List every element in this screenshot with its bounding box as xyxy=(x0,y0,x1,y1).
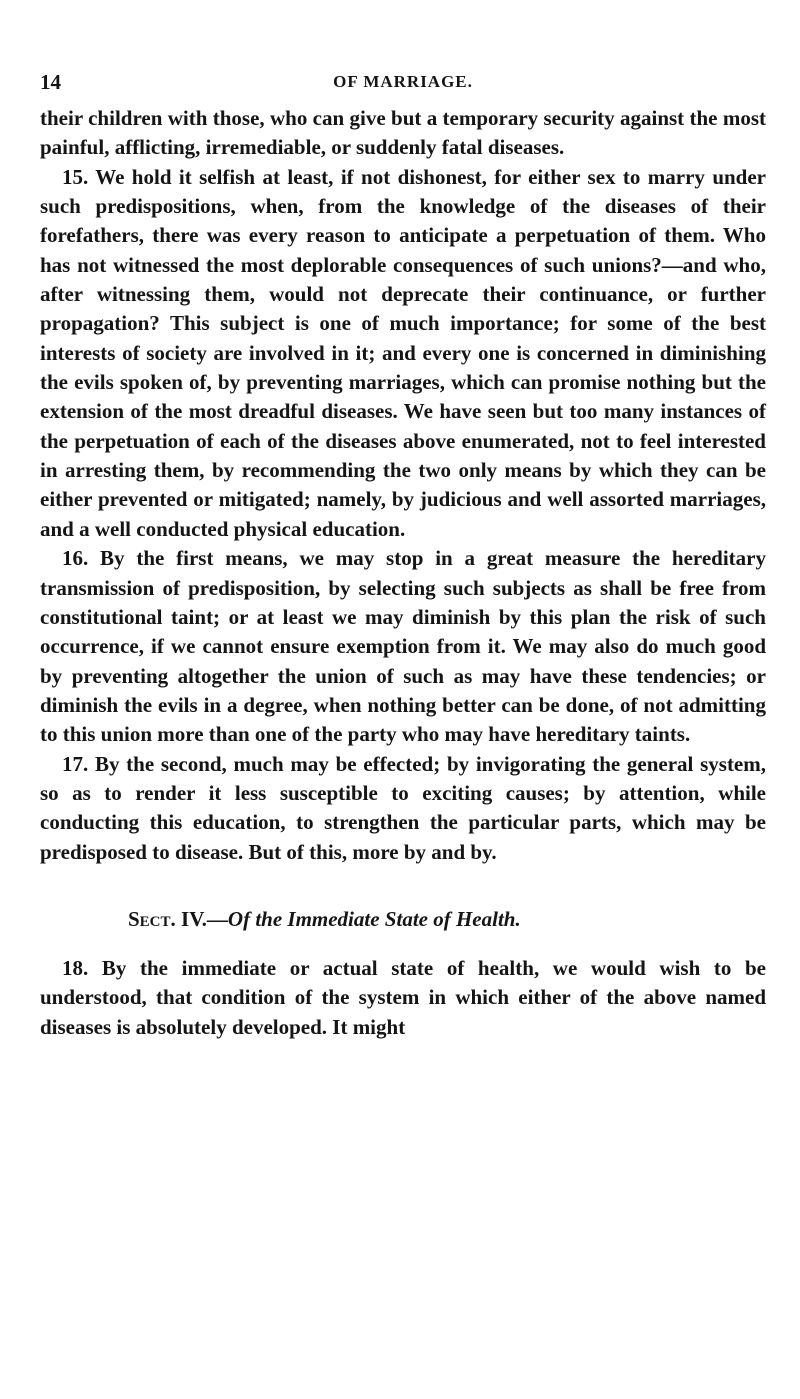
paragraph-15: 15. We hold it selfish at least, if not dishonest, for either sex to marry under such predispositions, when, from the knowledge of the diseases of their forefathers, there was every reason to anticipate a perpetuation of them. Who has not witnessed the most deplorable consequences of such unions?—and who, after witnessing them, would not deprecate their continuance, or further propagation? This subject is one of much importance; for some of the best interests of society are involved in it; and every one is concerned in diminishing the evils spoken of, by preventing marriages, which can promise nothing but the extension of the most dreadful diseases. We have seen but too many instances of the perpetuation of each of the diseases above enumerated, not to feel interested in arresting them, by recommending the two only means by which they can be either prevented or mitigated; namely, by judicious and well assorted marriages, and a well conducted physical education. xyxy=(40,164,766,541)
paragraph-continuation: their children with those, who can give but a temporary security against the most painful, afflicting, irremediable, or suddenly fatal diseases. xyxy=(40,106,766,160)
running-head xyxy=(40,70,766,104)
section-heading xyxy=(40,905,766,934)
section-title: Of the Immediate State of Health. xyxy=(227,906,521,931)
body-text xyxy=(40,104,766,1042)
page-number: 14 xyxy=(40,70,61,94)
running-title: OF MARRIAGE. xyxy=(333,72,473,91)
paragraph-17: 17. By the second, much may be effected; by invigorating the general system, so as to render it less susceptible to exciting causes; by attention, while conducting this education, to strengthen the particular parts, which may be predisposed to disease. But of this, more by and by. xyxy=(40,751,766,864)
paragraph-16: 16. By the first means, we may stop in a great measure the hereditary transmission of predisposition, by selecting such subjects as shall be free from constitutional taint; or at least we may diminish by this plan the risk of such occurrence, if we cannot ensure exemption from it. We may also do much good by preventing altogether the union of such as may have these tendencies; or diminish the evils in a degree, when nothing better can be done, of not admitting to this union more than one of the party who may have hereditary taints. xyxy=(40,546,766,747)
book-page xyxy=(40,70,766,1042)
paragraph-18: 18. By the immediate or actual state of health, we would wish to be understood, that condition of the system in which either of the above named diseases is absolutely developed. It might xyxy=(40,955,766,1039)
section-label: Sect. IV. xyxy=(128,906,207,931)
section-dash: — xyxy=(206,906,228,931)
